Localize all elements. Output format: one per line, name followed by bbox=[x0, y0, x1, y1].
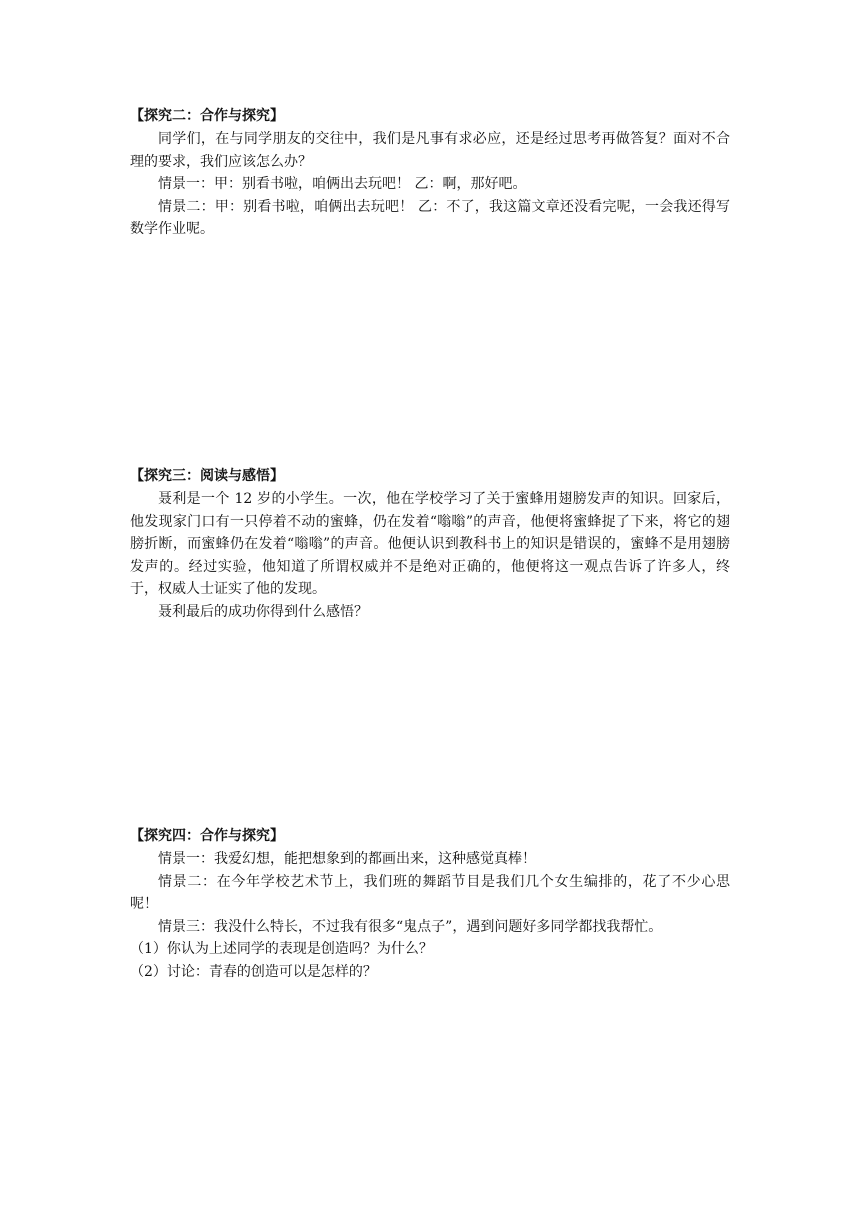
intro-paragraph: 同学们，在与同学朋友的交往中，我们是凡事有求必应，还是经过思考再做答复？面对不合理的要求，我们应该怎么办？ bbox=[130, 131, 730, 170]
scenario-one: 情景一：我爱幻想，能把想象到的都画出来，这种感觉真棒！ bbox=[158, 851, 536, 867]
story-paragraph: 聂利是一个 12 岁的小学生。一次，他在学校学习了关于蜜蜂用翅膀发声的知识。回家后，他发现家门口有一只停着不动的蜜蜂，仍在发着“嗡嗡”的声音，他便将蜜蜂捉了下来，将它的翅膀折断，而蜜蜂仍在发着“嗡嗡”的声音。他便认识到教科书上的知识是错误的，蜜蜂不是用翅膀发声的。经过实验，他知道了所谓权威并不是绝对正确的，他便将这一观点告诉了许多人，终于，权威人士证实了他的发现。 bbox=[130, 491, 730, 597]
section-inquiry-three bbox=[130, 466, 730, 623]
section-heading: 【探究三：阅读与感悟】 bbox=[130, 468, 284, 484]
scenario-two: 情景二：甲：别看书啦，咱俩出去玩吧！ 乙：不了，我这篇文章还没看完呢，一会我还得写数学作业呢。 bbox=[130, 198, 730, 237]
scenario-one: 情景一：甲：别看书啦，咱俩出去玩吧！ 乙：啊，那好吧。 bbox=[158, 176, 527, 192]
scenario-two: 情景二：在今年学校艺术节上，我们班的舞蹈节目是我们几个女生编排的，花了不少心思呢！ bbox=[130, 873, 730, 912]
scenario-three: 情景三：我没什么特长，不过我有很多“鬼点子”，遇到问题好多同学都找我帮忙。 bbox=[158, 918, 663, 935]
question-two: （2）讨论：青春的创造可以是怎样的？ bbox=[130, 963, 377, 980]
section-heading: 【探究二：合作与探究】 bbox=[130, 108, 284, 124]
section-inquiry-four bbox=[130, 826, 730, 983]
section-heading: 【探究四：合作与探究】 bbox=[130, 828, 284, 844]
reflection-question: 聂利最后的成功你得到什么感悟？ bbox=[158, 603, 368, 620]
question-one: （1）你认为上述同学的表现是创造吗？为什么？ bbox=[130, 941, 433, 957]
section-inquiry-two bbox=[130, 106, 730, 241]
